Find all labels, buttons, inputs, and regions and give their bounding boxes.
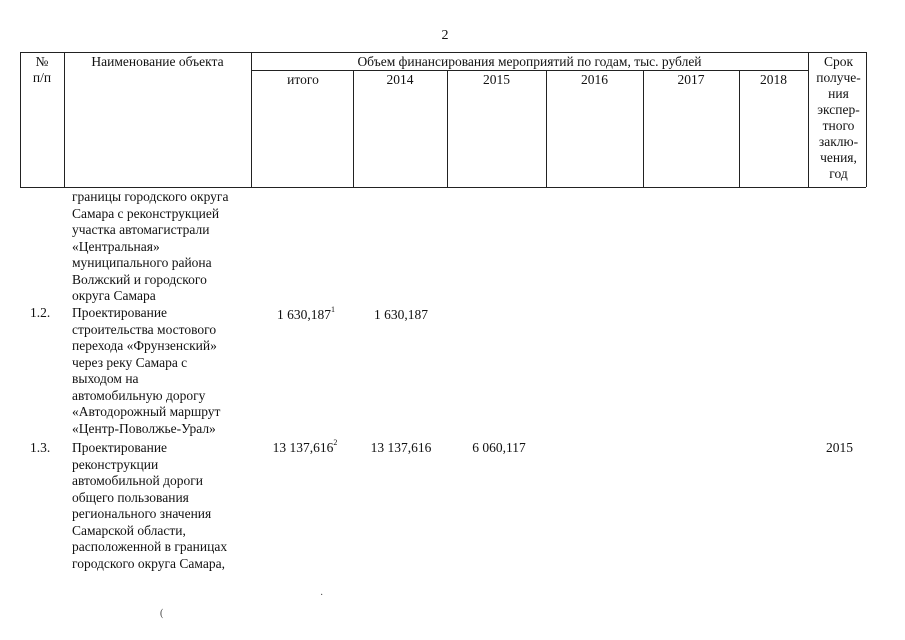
header-expert-term xyxy=(811,54,866,182)
text-line: городского округа Самара, xyxy=(72,555,225,571)
row-value-2014: 1 630,187 xyxy=(374,307,428,322)
text-line: строительства мостового xyxy=(72,321,217,337)
text-line: автомобильной дороги xyxy=(72,473,203,488)
header-term-line: заклю- xyxy=(818,134,859,149)
header-year-2015: 2015 xyxy=(483,72,510,87)
header-term-line: ния xyxy=(828,86,849,101)
text-line: Волжский и городского xyxy=(72,271,207,287)
header-year-2016: 2016 xyxy=(581,72,608,87)
header-object-name: Наименование объекта xyxy=(91,54,224,69)
header-year-2014: 2014 xyxy=(386,72,414,87)
text-line: расположенной в границах xyxy=(72,539,228,554)
footnote-marker: 1 xyxy=(331,305,335,314)
text-line: Самарской области, xyxy=(72,522,186,538)
text-line: выходом на xyxy=(72,371,139,386)
header-number-cell xyxy=(20,54,64,86)
header-funding-volume: Объем финансирования мероприятий по годам, тыс. рублей xyxy=(357,54,702,69)
header-term-line: чения, xyxy=(820,150,857,165)
text-line: муниципального района xyxy=(72,255,212,270)
header-term-line: экспер- xyxy=(817,102,860,117)
continuation-text xyxy=(72,189,272,305)
header-term-line: Срок xyxy=(823,54,854,69)
text-line: «Центр-Поволжье-Урал» xyxy=(72,420,216,436)
text-line: Самара с реконструкцией xyxy=(72,205,220,221)
row-number: 1.2. xyxy=(30,305,51,320)
row-number: 1.3. xyxy=(30,440,51,455)
text-line: перехода «Фрунзенский» xyxy=(72,338,217,353)
row-value-2015: 6 060,117 xyxy=(472,440,526,455)
text-line: Проектирование xyxy=(72,305,168,320)
text-line: «Центральная» xyxy=(72,238,160,254)
row-value-2014: 13 137,616 xyxy=(370,440,432,455)
row-object-name xyxy=(72,305,272,437)
row-object-name xyxy=(72,440,272,572)
row-expert-term: 2015 xyxy=(826,440,853,455)
footnote-marker: 2 xyxy=(333,438,338,447)
text-line: Проектирование xyxy=(72,440,168,455)
header-term-line: получе- xyxy=(816,70,861,85)
text-line: реконструкции xyxy=(72,456,159,472)
text-line: регионального значения xyxy=(72,506,212,521)
text-line: границы городского округа xyxy=(72,189,229,204)
header-term-line: тного xyxy=(822,118,855,133)
text-line: через реку Самара с xyxy=(72,354,188,370)
header-number-symbol: № xyxy=(35,54,49,69)
scan-speck: ( xyxy=(160,608,164,619)
header-total: итого xyxy=(287,72,319,87)
header-number-abbr: п/п xyxy=(32,70,52,85)
text-line: «Автодорожный маршрут xyxy=(72,404,221,419)
header-term-line: год xyxy=(829,166,848,181)
scan-speck: · xyxy=(320,590,324,601)
text-line: участка автомагистрали xyxy=(72,222,210,237)
text-line: округа Самара xyxy=(72,288,156,303)
text-line: общего пользования xyxy=(72,489,189,505)
page-number: 2 xyxy=(441,28,449,43)
text-line: автомобильную дорогу xyxy=(72,387,206,403)
header-year-2018: 2018 xyxy=(760,72,787,87)
row-total-value: 13 137,616$^2$ xyxy=(272,438,338,455)
header-year-2017: 2017 xyxy=(677,72,705,87)
row-total-value: 1 630,187$^1$ xyxy=(277,305,335,322)
